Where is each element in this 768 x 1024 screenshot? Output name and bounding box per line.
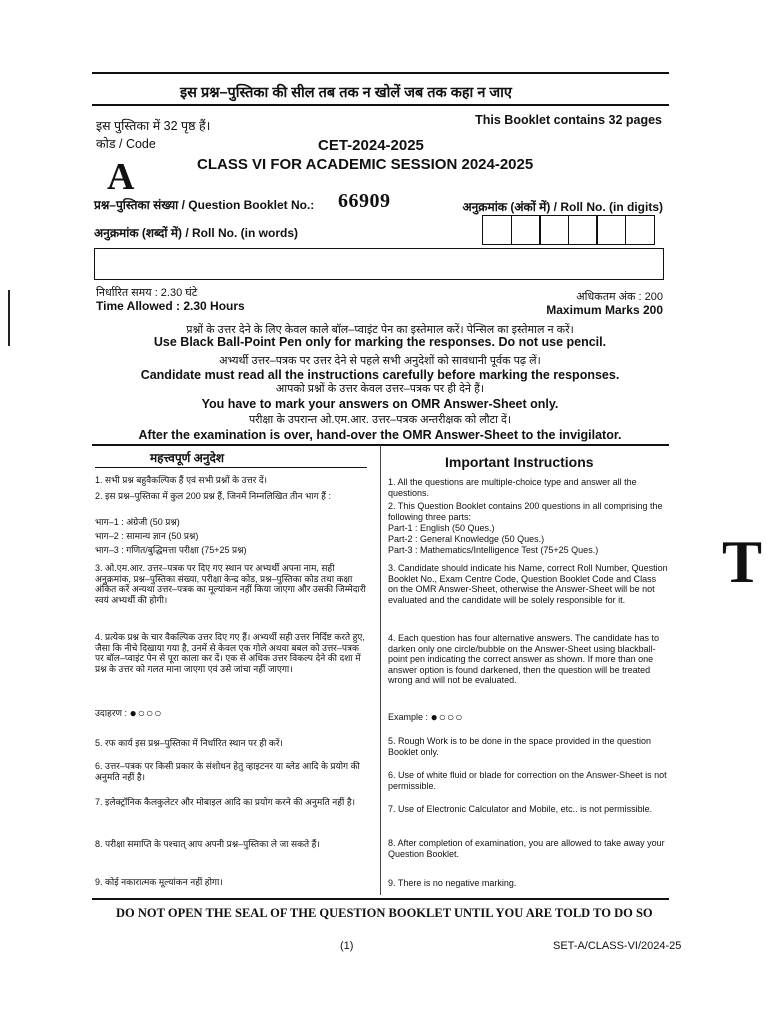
roll-number-words-box[interactable] bbox=[94, 248, 664, 280]
list-item: 6. उत्तर–पत्रक पर किसी प्रकार के संशोधन हेतु व्हाइटनर या ब्लेड आदि के प्रयोग की अनुमति नहीं है। bbox=[95, 761, 360, 782]
general-instruction: Candidate must read all the instructions carefully before marking the responses. bbox=[140, 368, 620, 382]
roll-digit-box[interactable] bbox=[596, 215, 626, 245]
hindi-heading-underline bbox=[95, 467, 367, 468]
example-label: Example : bbox=[388, 712, 429, 722]
list-item: Part-2 : General Knowledge (50 Ques.) bbox=[388, 534, 545, 544]
top-rule bbox=[92, 72, 669, 74]
english-instructions-heading: Important Instructions bbox=[445, 454, 594, 470]
list-item: 2. This Question Booklet contains 200 questions in all comprising the following three parts: bbox=[388, 501, 663, 522]
page-count-hindi: इस पुस्तिका में 32 पृष्ठ हैं। bbox=[96, 119, 211, 133]
roll-digit-box[interactable] bbox=[482, 215, 512, 245]
list-item: 8. परीक्षा समाप्ति के पश्चात् आप अपनी प्रश्न–पुस्तिका ले जा सकते हैं। bbox=[95, 839, 320, 849]
list-item: 5. Rough Work is to be done in the space provided in the question Booklet only. bbox=[388, 736, 652, 757]
list-item: Part-3 : Mathematics/Intelligence Test (75+25 Ques.) bbox=[388, 545, 599, 555]
list-item: 9. कोई नकारात्मक मूल्यांकन नहीं होगा। bbox=[95, 877, 223, 887]
roll-number-digits-label: अनुक्रमांक (अंकों में) / Roll No. (in digits) bbox=[462, 200, 663, 214]
list-item: भाग–2 : सामान्य ज्ञान (50 प्रश्न) bbox=[95, 531, 199, 541]
hindi-instructions-list bbox=[95, 475, 367, 895]
footer-rule bbox=[92, 898, 669, 900]
general-instruction: प्रश्नों के उत्तर देने के लिए केवल काले बॉल–प्वाइंट पेन का इस्तेमाल करें। पेन्सिल का इस्तेमाल न करें। bbox=[186, 324, 574, 336]
seal-warning: DO NOT OPEN THE SEAL OF THE QUESTION BOOKLET UNTIL YOU ARE TOLD TO DO SO bbox=[116, 906, 653, 920]
code-label: कोड / Code bbox=[96, 137, 156, 151]
booklet-code-letter: A bbox=[107, 156, 135, 198]
list-item: 1. सभी प्रश्न बहुवैकल्पिक हैं एवं सभी प्रश्नों के उत्तर दें। bbox=[95, 475, 268, 485]
general-instruction: After the examination is over, hand-over the OMR Answer-Sheet to the invigilator. bbox=[138, 428, 622, 442]
english-instructions-list bbox=[388, 477, 668, 897]
roll-digit-box[interactable] bbox=[511, 215, 541, 245]
list-item: 7. इलेक्ट्रॉनिक कैलकुलेटर और मोबाइल आदि का प्रयोग करने की अनुमति नहीं है। bbox=[95, 797, 356, 807]
general-instruction: You have to mark your answers on OMR Answer-Sheet only. bbox=[201, 397, 559, 411]
class-title: CLASS VI FOR ACADEMIC SESSION 2024-2025 bbox=[197, 156, 534, 173]
list-item: 8. After completion of examination, you are allowed to take away your Question Booklet. bbox=[388, 838, 665, 859]
general-instruction: अभ्यर्थी उत्तर–पत्रक पर उत्तर देने से पहले सभी अनुदेशों को सावधानी पूर्वक पढ़ लें। bbox=[219, 355, 541, 367]
column-divider bbox=[380, 445, 381, 895]
roll-digit-box[interactable] bbox=[568, 215, 598, 245]
adjacent-page-fragment: T bbox=[722, 529, 763, 595]
example-bubbles: ●○○○ bbox=[129, 706, 163, 721]
general-instruction: परीक्षा के उपरान्त ओ.एम.आर. उत्तर–पत्रक अन्तरीक्षक को लौटा दें। bbox=[248, 414, 512, 426]
list-item: 5. रफ कार्य इस प्रश्न–पुस्तिका में निर्धारित स्थान पर ही करें। bbox=[95, 738, 283, 748]
margin-mark bbox=[8, 290, 10, 346]
general-instruction: Use Black Ball-Point Pen only for marking the responses. Do not use pencil. bbox=[153, 335, 607, 349]
list-item: 9. There is no negative marking. bbox=[388, 878, 517, 888]
hindi-instructions-heading: महत्त्वपूर्ण अनुदेश bbox=[150, 451, 225, 465]
question-booklet-number: 66909 bbox=[338, 190, 391, 212]
roll-number-digit-boxes[interactable] bbox=[482, 215, 653, 245]
list-item: 2. इस प्रश्न–पुस्तिका में कुल 200 प्रश्न हैं, जिनमें निम्नलिखित तीन भाग हैं : bbox=[95, 491, 331, 501]
list-item: 3. ओ.एम.आर. उत्तर–पत्रक पर दिए गए स्थान पर अभ्यर्थी अपना नाम, सही अनुक्रमांक, प्रश्न–पुस्तिका संख्या, परीक्षा केन्द्र कोड, प्रश्न–पुस्तिका कोड तथा कक्षा अंकित करें अन्यथा उत्तर–पत्रक का मूल्यांकन नहीं किया जाएगा और उसकी जिम्मेदारी स्वयं अभ्यर्थी की होगी। bbox=[95, 563, 366, 605]
example-bubbles: ●○○○ bbox=[430, 710, 464, 725]
list-item: 3. Candidate should indicate his Name, correct Roll Number, Question Booklet No., Exam Centre Code, Question Booklet Code and Class on the OMR Answer-Sheet, otherwise the Answer-Sheet will be not evaluated and the candidate will be solely responsible for it. bbox=[388, 563, 668, 605]
list-item: 1. All the questions are multiple-choice type and answer all the questions. bbox=[388, 477, 637, 498]
roll-digit-box[interactable] bbox=[539, 215, 569, 245]
page-number: (1) bbox=[340, 940, 354, 952]
list-item: Part-1 : English (50 Ques.) bbox=[388, 523, 495, 533]
maximum-marks-hindi: अधिकतम अंक : 200 bbox=[576, 291, 663, 303]
list-item: भाग–1 : अंग्रेजी (50 प्रश्न) bbox=[95, 517, 180, 527]
example-label: उदाहरण : bbox=[95, 708, 128, 718]
list-item: 6. Use of white fluid or blade for correction on the Answer-Sheet is not permissible. bbox=[388, 770, 667, 791]
roll-number-words-label: अनुक्रमांक (शब्दों में) / Roll No. (in words) bbox=[94, 226, 299, 240]
maximum-marks-english: Maximum Marks 200 bbox=[546, 303, 663, 317]
page-count-english: This Booklet contains 32 pages bbox=[475, 113, 662, 127]
list-item: 4. प्रत्येक प्रश्न के चार वैकल्पिक उत्तर दिए गए हैं। अभ्यर्थी सही उत्तर निर्दिष्ट करते हुए, जैसा कि नीचे दिखाया गया है, उनमें से केवल एक गोले अथवा बबल को उत्तर–पत्रक पर बॉल–प्वाइंट पेन से पूरा काला कर दें। एक से अधिक उत्तर विकल्प देने की दशा में प्रश्न के उत्तर को गलत माना जाएगा एवं उसे जांचा नहीं जाएगा। bbox=[95, 632, 365, 674]
exam-title: CET-2024-2025 bbox=[318, 137, 424, 154]
seal-notice-hindi: इस प्रश्न–पुस्तिका की सील तब तक न खोलें जब तक कहा न जाए bbox=[180, 85, 512, 101]
time-allowed-english: Time Allowed : 2.30 Hours bbox=[96, 299, 245, 313]
set-code: SET-A/CLASS-VI/2024-25 bbox=[553, 940, 682, 952]
list-item: 7. Use of Electronic Calculator and Mobile, etc.. is not permissible. bbox=[388, 804, 653, 814]
list-item: भाग–3 : गणित/बुद्धिमत्ता परीक्षा (75+25 प्रश्न) bbox=[95, 545, 247, 555]
seal-underline bbox=[92, 104, 669, 106]
question-booklet-number-label: प्रश्न–पुस्तिका संख्या / Question Booklet No.: bbox=[94, 198, 315, 212]
time-allowed-hindi: निर्धारित समय : 2.30 घंटे bbox=[96, 287, 198, 299]
roll-digit-box[interactable] bbox=[625, 215, 655, 245]
general-instruction: आपको प्रश्नों के उत्तर केवल उत्तर–पत्रक पर ही देने हैं। bbox=[275, 383, 485, 395]
example-row-hindi bbox=[95, 708, 367, 719]
example-row-english bbox=[388, 712, 668, 723]
list-item: 4. Each question has four alternative answers. The candidate has to darken only one circle/bubble on the Answer-Sheet using blackball-point pen indicating the correct answer as shown. If more than one answer option is found darkened, then the question will be treated wrong and will not be evaluated. bbox=[388, 633, 660, 685]
